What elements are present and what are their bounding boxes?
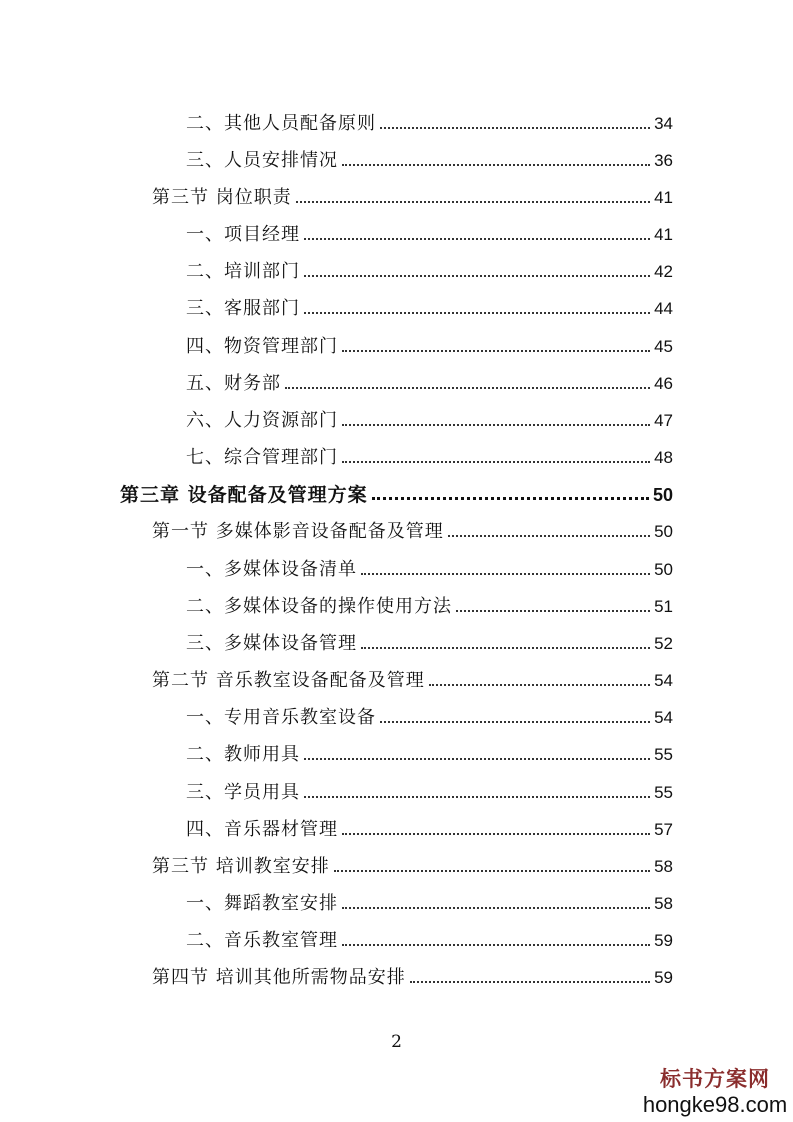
toc-entry-page: 50 (652, 485, 673, 505)
toc-entry-label: 第三节 岗位职责 (152, 187, 292, 208)
toc-entry[interactable] (186, 140, 673, 172)
dot-leader (342, 833, 650, 835)
toc-entry-page: 59 (654, 931, 673, 950)
toc-entry-page: 58 (654, 894, 673, 913)
toc-entry-label: 二、音乐教室管理 (186, 930, 338, 951)
toc-entry[interactable] (186, 326, 673, 358)
toc-entry-label: 一、舞蹈教室安排 (186, 893, 338, 914)
toc-entry-page: 52 (654, 634, 673, 653)
toc-entry[interactable] (186, 103, 673, 135)
toc-entry-label: 二、教师用具 (186, 744, 300, 765)
toc-entry-page: 48 (654, 448, 673, 467)
dot-leader (361, 647, 650, 649)
toc-entry[interactable] (186, 623, 673, 655)
toc-entry-label: 六、人力资源部门 (186, 410, 338, 431)
dot-leader (342, 424, 650, 426)
dot-leader (342, 907, 650, 909)
toc-entry-page: 36 (654, 151, 673, 170)
toc-entry-label: 七、综合管理部门 (186, 447, 338, 468)
toc-chapter-entry[interactable] (120, 474, 673, 506)
dot-leader (380, 127, 650, 129)
toc-entry-page: 51 (654, 597, 673, 616)
toc-entry-page: 58 (654, 857, 673, 876)
toc-entry[interactable] (186, 734, 673, 766)
toc-entry[interactable] (186, 400, 673, 432)
toc-entry[interactable] (186, 772, 673, 804)
toc-entry[interactable] (152, 846, 673, 878)
dot-leader (334, 870, 650, 872)
toc-entry-page: 46 (654, 374, 673, 393)
toc-entry-page: 50 (654, 560, 673, 579)
dot-leader (304, 238, 650, 240)
toc-entry-page: 55 (654, 783, 673, 802)
dot-leader (361, 573, 650, 575)
dot-leader (456, 610, 650, 612)
dot-leader (342, 164, 650, 166)
toc-entry-label: 二、其他人员配备原则 (186, 113, 376, 134)
toc-entry-label: 三、多媒体设备管理 (186, 633, 357, 654)
toc-entry[interactable] (186, 586, 673, 618)
dot-leader (304, 758, 650, 760)
dot-leader (285, 387, 650, 389)
toc-entry-page: 50 (654, 522, 673, 541)
toc-entry-page: 45 (654, 337, 673, 356)
dot-leader (296, 201, 650, 203)
dot-leader (342, 944, 650, 946)
toc-entry-page: 59 (654, 968, 673, 987)
toc-entry[interactable] (152, 957, 673, 989)
toc-entry-page: 47 (654, 411, 673, 430)
toc-entry-page: 44 (654, 299, 673, 318)
toc-entry-label: 三、人员安排情况 (186, 150, 338, 171)
toc-entry-label: 一、项目经理 (186, 224, 300, 245)
toc-entry-label: 第一节 多媒体影音设备配备及管理 (152, 521, 444, 542)
toc-entry[interactable] (186, 437, 673, 469)
dot-leader (304, 796, 650, 798)
toc-entry-label: 第二节 音乐教室设备配备及管理 (152, 670, 425, 691)
dot-leader (342, 350, 650, 352)
dot-leader (380, 721, 650, 723)
dot-leader (372, 497, 649, 500)
toc-entry-label: 四、物资管理部门 (186, 336, 338, 357)
dot-leader (410, 981, 650, 983)
toc-entry[interactable] (186, 809, 673, 841)
toc-entry[interactable] (186, 363, 673, 395)
dot-leader (448, 535, 650, 537)
toc-entry-label: 三、学员用具 (186, 782, 300, 803)
toc-entry-label: 五、财务部 (186, 373, 281, 394)
toc-entry-label: 三、客服部门 (186, 298, 300, 319)
toc-entry-page: 57 (654, 820, 673, 839)
toc-entry-label: 第四节 培训其他所需物品安排 (152, 967, 406, 988)
toc-entry-page: 34 (654, 114, 673, 133)
toc-entry[interactable] (186, 549, 673, 581)
watermark-logo (640, 1066, 790, 1118)
dot-leader (304, 312, 650, 314)
toc-entry-page: 54 (654, 671, 673, 690)
toc-entry-page: 42 (654, 262, 673, 281)
toc-entry[interactable] (152, 660, 673, 692)
toc-entry-label: 二、培训部门 (186, 261, 300, 282)
toc-entry[interactable] (186, 288, 673, 320)
toc-entry-page: 41 (654, 188, 673, 207)
toc-entry-page: 54 (654, 708, 673, 727)
page-number: 2 (391, 1032, 402, 1052)
toc-entry-label: 第三节 培训教室安排 (152, 856, 330, 877)
toc-entry[interactable] (186, 697, 673, 729)
toc-entry[interactable] (186, 920, 673, 952)
toc-entry-label: 四、音乐器材管理 (186, 819, 338, 840)
toc-entry[interactable] (152, 511, 673, 543)
toc-entry-label: 第三章 设备配备及管理方案 (120, 484, 368, 506)
toc-entry[interactable] (186, 883, 673, 915)
toc-entry[interactable] (152, 177, 673, 209)
toc-entry-label: 一、多媒体设备清单 (186, 559, 357, 580)
watermark-title: 标书方案网 (660, 1066, 770, 1091)
dot-leader (429, 684, 650, 686)
toc-entry-label: 一、专用音乐教室设备 (186, 707, 376, 728)
toc-entry[interactable] (186, 214, 673, 246)
toc-entry-page: 41 (654, 225, 673, 244)
toc-entry[interactable] (186, 251, 673, 283)
watermark-url: hongke98.com (642, 1092, 788, 1117)
toc-entry-label: 二、多媒体设备的操作使用方法 (186, 596, 452, 617)
dot-leader (304, 275, 650, 277)
toc-entry-page: 55 (654, 745, 673, 764)
dot-leader (342, 461, 650, 463)
